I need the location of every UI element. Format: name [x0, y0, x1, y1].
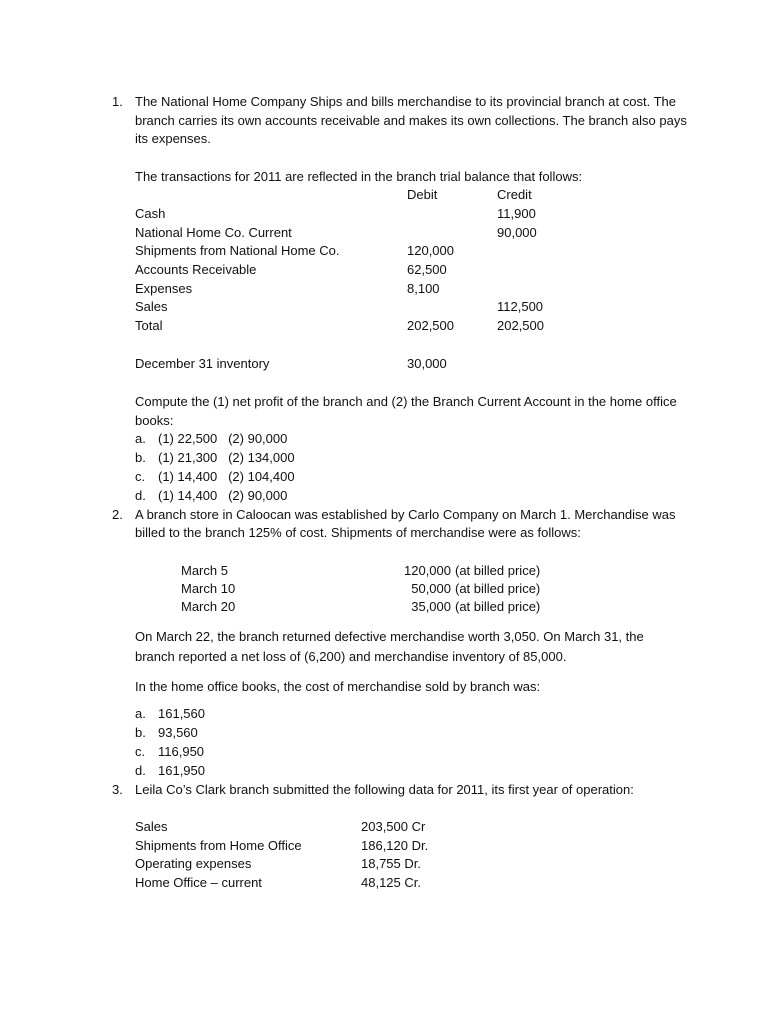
shipment-amount: 35,000: [411, 599, 451, 614]
choice-letter: c.: [135, 469, 146, 484]
choice-letter: d.: [135, 488, 146, 503]
shipment-note: (at billed price): [455, 581, 541, 596]
shipment-note: (at billed price): [455, 599, 541, 614]
shipment-note: (at billed price): [455, 563, 541, 578]
q2-question: In the home office books, the cost of merchandise sold by branch was:: [135, 679, 541, 694]
choice-text: 116,950: [158, 744, 205, 759]
inventory-label: December 31 inventory: [135, 356, 270, 371]
shipment-date: March 20: [181, 599, 236, 614]
q1-number: 1.: [112, 94, 123, 109]
q3-number: 3.: [112, 782, 123, 797]
row-label: Operating expenses: [135, 856, 252, 871]
q1-question-line-2: books:: [135, 413, 174, 428]
row-label: Shipments from National Home Co.: [135, 243, 340, 258]
choice-letter: a.: [135, 431, 146, 446]
row-debit: 120,000: [407, 243, 454, 258]
row-value: 48,125 Cr.: [361, 875, 421, 890]
row-value: 203,500 Cr: [361, 819, 426, 834]
row-label: Sales: [135, 299, 168, 314]
shipment-amount: 50,000: [411, 581, 451, 596]
q3-intro: Leila Co’s Clark branch submitted the following data for 2011, its first year of operation:: [135, 782, 634, 797]
credit-header: Credit: [497, 187, 532, 202]
q2-number: 2.: [112, 507, 123, 522]
row-label: Sales: [135, 819, 168, 834]
row-label: Home Office – current: [135, 875, 262, 890]
shipment-date: March 5: [181, 563, 228, 578]
row-label: Total: [135, 318, 163, 333]
row-label: Expenses: [135, 281, 193, 296]
row-credit: 112,500: [497, 299, 544, 314]
row-credit: 11,900: [497, 206, 536, 221]
choice-text: 93,560: [158, 725, 198, 740]
q1-lead: The transactions for 2011 are reflected in the branch trial balance that follows:: [135, 169, 583, 184]
row-debit: 62,500: [407, 262, 447, 277]
choice-letter: d.: [135, 763, 146, 778]
q2-intro-line-1: A branch store in Caloocan was established by Carlo Company on March 1. Merchandise was: [135, 507, 676, 522]
row-credit: 90,000: [497, 225, 537, 240]
choice-text: (1) 22,500 (2) 90,000: [158, 431, 288, 446]
row-credit: 202,500: [497, 318, 544, 333]
shipment-date: March 10: [181, 581, 236, 596]
choice-text: 161,950: [158, 763, 205, 778]
inventory-value: 30,000: [407, 356, 447, 371]
choice-text: (1) 14,400 (2) 104,400: [158, 469, 295, 484]
choice-letter: b.: [135, 725, 146, 740]
row-label: Cash: [135, 206, 166, 221]
choice-text: (1) 14,400 (2) 90,000: [158, 488, 288, 503]
q2-intro-line-2: billed to the branch 125% of cost. Shipments of merchandise were as follows:: [135, 525, 581, 540]
q1-question-line-1: Compute the (1) net profit of the branch and (2) the Branch Current Account in the home office: [135, 394, 677, 409]
choice-letter: a.: [135, 706, 146, 721]
choice-letter: b.: [135, 450, 146, 465]
choice-text: (1) 21,300 (2) 134,000: [158, 450, 295, 465]
row-value: 18,755 Dr.: [361, 856, 421, 871]
row-label: Shipments from Home Office: [135, 838, 302, 853]
q2-para-line-2: branch reported a net loss of (6,200) and merchandise inventory of 85,000.: [135, 649, 567, 664]
row-label: Accounts Receivable: [135, 262, 257, 277]
row-debit: 8,100: [407, 281, 440, 296]
q1-intro-line-3: its expenses.: [135, 131, 211, 146]
row-label: National Home Co. Current: [135, 225, 292, 240]
choice-letter: c.: [135, 744, 146, 759]
shipment-amount: 120,000: [404, 563, 451, 578]
choice-text: 161,560: [158, 706, 205, 721]
row-debit: 202,500: [407, 318, 454, 333]
q2-para-line-1: On March 22, the branch returned defective merchandise worth 3,050. On March 31, the: [135, 629, 644, 644]
debit-header: Debit: [407, 187, 438, 202]
q1-intro-line-2: branch carries its own accounts receivable and makes its own collections. The branch also pays: [135, 113, 687, 128]
q1-intro-line-1: The National Home Company Ships and bills merchandise to its provincial branch at cost. The: [135, 94, 676, 109]
row-value: 186,120 Dr.: [361, 838, 429, 853]
